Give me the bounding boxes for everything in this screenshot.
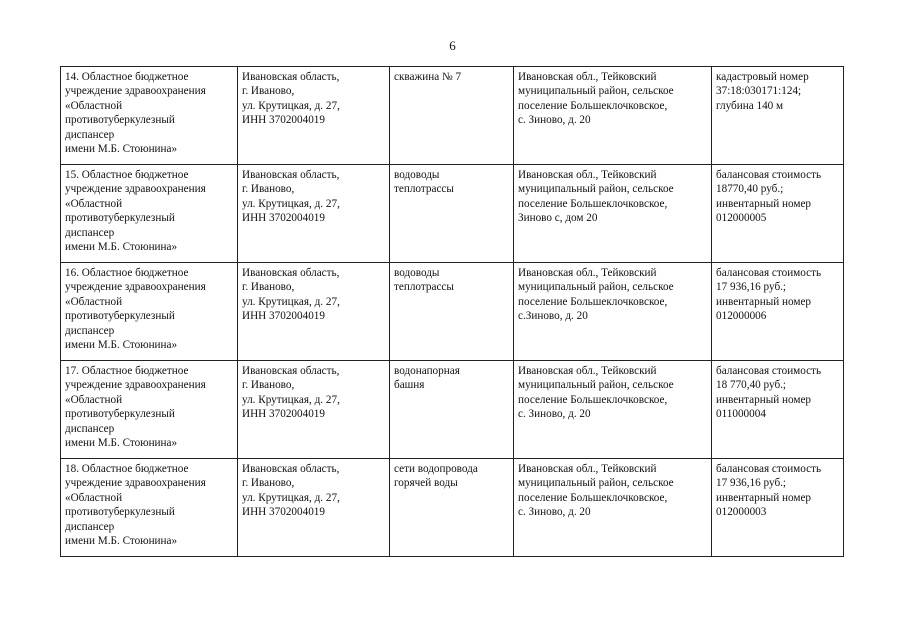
address-cell-line: г. Иваново,: [242, 379, 295, 392]
details-cell-line: 012000003: [716, 506, 767, 519]
location-cell-line: Ивановская обл., Тейковский: [518, 365, 657, 377]
holder-cell-line: имени М.Б. Стоюнина»: [65, 241, 178, 254]
holder-cell-line: учреждение здравоохранения: [65, 85, 206, 98]
holder-cell: [61, 263, 238, 361]
object-cell-line: башня: [394, 379, 425, 392]
location-cell-line: муниципальный район, сельское: [518, 477, 674, 490]
holder-cell-line: учреждение здравоохранения: [65, 281, 206, 294]
holder-cell-line: 14. Областное бюджетное: [65, 71, 189, 83]
address-cell-line: ул. Крутицкая, д. 27,: [242, 197, 340, 210]
address-cell-line: Ивановская область,: [242, 463, 340, 475]
address-cell-line: г. Иваново,: [242, 281, 295, 294]
details-cell-line: 012000005: [716, 212, 767, 225]
details-cell: [712, 263, 844, 361]
object-cell: [390, 165, 514, 263]
details-cell: [712, 67, 844, 165]
location-cell-line: Ивановская обл., Тейковский: [518, 169, 657, 181]
details-cell-line: инвентарный номер: [716, 393, 812, 406]
details-cell-line: 18770,40 руб.;: [716, 183, 784, 196]
object-cell-line: теплотрассы: [394, 281, 454, 294]
details-cell-line: 17 936,16 руб.;: [716, 477, 787, 490]
address-cell-line: Ивановская область,: [242, 365, 340, 377]
holder-cell-line: имени М.Б. Стоюнина»: [65, 143, 178, 156]
holder-cell: [61, 361, 238, 459]
property-table: [60, 66, 844, 557]
holder-cell: [61, 67, 238, 165]
holder-cell-line: 15. Областное бюджетное: [65, 169, 189, 181]
address-cell-line: г. Иваново,: [242, 477, 295, 490]
details-cell: [712, 165, 844, 263]
location-cell-line: с. Зиново, д. 20: [518, 506, 591, 519]
page-number: 6: [449, 38, 456, 53]
holder-cell-line: противотуберкулезный: [65, 212, 175, 225]
holder-cell-line: «Областной: [65, 491, 123, 504]
address-cell: [238, 263, 390, 361]
address-cell-line: ул. Крутицкая, д. 27,: [242, 491, 340, 504]
address-cell-line: ИНН 3702004019: [242, 408, 325, 421]
location-cell-line: поселение Большеклочковское,: [518, 491, 668, 504]
holder-cell-line: диспансер: [65, 226, 115, 239]
location-cell: [514, 67, 712, 165]
location-cell-line: Ивановская обл., Тейковский: [518, 71, 657, 83]
location-cell: [514, 263, 712, 361]
location-cell-line: Зиново с, дом 20: [518, 212, 598, 225]
location-cell-line: поселение Большеклочковское,: [518, 393, 668, 406]
address-cell-line: ул. Крутицкая, д. 27,: [242, 295, 340, 308]
holder-cell-line: 17. Областное бюджетное: [65, 365, 189, 377]
holder-cell-line: диспансер: [65, 422, 115, 435]
location-cell-line: муниципальный район, сельское: [518, 183, 674, 196]
details-cell-line: балансовая стоимость: [716, 365, 822, 377]
address-cell: [238, 361, 390, 459]
object-cell: [390, 361, 514, 459]
location-cell-line: с. Зиново, д. 20: [518, 408, 591, 421]
holder-cell: [61, 165, 238, 263]
object-cell: [390, 67, 514, 165]
address-cell: [238, 165, 390, 263]
details-cell-line: кадастровый номер: [716, 71, 809, 83]
location-cell-line: муниципальный район, сельское: [518, 85, 674, 98]
location-cell: [514, 459, 712, 557]
address-cell-line: Ивановская область,: [242, 71, 340, 83]
location-cell-line: поселение Большеклочковское,: [518, 295, 668, 308]
holder-cell-line: учреждение здравоохранения: [65, 379, 206, 392]
location-cell-line: поселение Большеклочковское,: [518, 197, 668, 210]
object-cell-line: теплотрассы: [394, 183, 454, 196]
details-cell-line: инвентарный номер: [716, 197, 812, 210]
object-cell-line: горячей воды: [394, 477, 458, 490]
holder-cell-line: «Областной: [65, 393, 123, 406]
location-cell-line: Ивановская обл., Тейковский: [518, 267, 657, 279]
holder-cell-line: диспансер: [65, 520, 115, 533]
holder-cell-line: противотуберкулезный: [65, 114, 175, 127]
holder-cell-line: противотуберкулезный: [65, 310, 175, 323]
location-cell-line: поселение Большеклочковское,: [518, 99, 668, 112]
location-cell-line: с.Зиново, д. 20: [518, 310, 588, 323]
address-cell-line: ИНН 3702004019: [242, 310, 325, 323]
address-cell-line: Ивановская область,: [242, 169, 340, 181]
holder-cell-line: имени М.Б. Стоюнина»: [65, 437, 178, 450]
table-row: [61, 67, 844, 165]
location-cell-line: Ивановская обл., Тейковский: [518, 463, 657, 475]
object-cell-line: сети водопровода: [394, 463, 478, 475]
holder-cell-line: 16. Областное бюджетное: [65, 267, 189, 279]
object-cell-line: скважина № 7: [394, 71, 462, 83]
address-cell-line: ИНН 3702004019: [242, 506, 325, 519]
location-cell: [514, 361, 712, 459]
location-cell-line: муниципальный район, сельское: [518, 379, 674, 392]
address-cell-line: ИНН 3702004019: [242, 212, 325, 225]
details-cell-line: балансовая стоимость: [716, 169, 822, 181]
address-cell-line: ул. Крутицкая, д. 27,: [242, 393, 340, 406]
details-cell: [712, 361, 844, 459]
holder-cell-line: 18. Областное бюджетное: [65, 463, 189, 475]
holder-cell-line: имени М.Б. Стоюнина»: [65, 339, 178, 352]
object-cell: [390, 263, 514, 361]
holder-cell-line: учреждение здравоохранения: [65, 183, 206, 196]
holder-cell-line: противотуберкулезный: [65, 408, 175, 421]
table-row: [61, 263, 844, 361]
details-cell-line: инвентарный номер: [716, 295, 812, 308]
details-cell: [712, 459, 844, 557]
holder-cell-line: «Областной: [65, 295, 123, 308]
table-row: [61, 459, 844, 557]
details-cell-line: 011000004: [716, 408, 766, 421]
location-cell: [514, 165, 712, 263]
holder-cell-line: диспансер: [65, 128, 115, 141]
object-cell: [390, 459, 514, 557]
holder-cell-line: имени М.Б. Стоюнина»: [65, 535, 178, 548]
address-cell-line: Ивановская область,: [242, 267, 340, 279]
holder-cell-line: «Областной: [65, 99, 123, 112]
address-cell-line: г. Иваново,: [242, 183, 295, 196]
holder-cell-line: диспансер: [65, 324, 115, 337]
object-cell-line: водонапорная: [394, 365, 460, 377]
address-cell-line: ул. Крутицкая, д. 27,: [242, 99, 340, 112]
address-cell: [238, 459, 390, 557]
table-row: [61, 165, 844, 263]
details-cell-line: балансовая стоимость: [716, 267, 822, 279]
details-cell-line: 17 936,16 руб.;: [716, 281, 787, 294]
address-cell-line: г. Иваново,: [242, 85, 295, 98]
table-row: [61, 361, 844, 459]
details-cell-line: глубина 140 м: [716, 99, 784, 112]
object-cell-line: водоводы: [394, 267, 440, 279]
address-cell-line: ИНН 3702004019: [242, 114, 325, 127]
details-cell-line: 37:18:030171:124;: [716, 85, 802, 98]
property-table-body: [61, 67, 844, 557]
details-cell-line: инвентарный номер: [716, 491, 812, 504]
object-cell-line: водоводы: [394, 169, 440, 181]
details-cell-line: балансовая стоимость: [716, 463, 822, 475]
address-cell: [238, 67, 390, 165]
details-cell-line: 012000006: [716, 310, 767, 323]
holder-cell-line: «Областной: [65, 197, 123, 210]
holder-cell-line: учреждение здравоохранения: [65, 477, 206, 490]
details-cell-line: 18 770,40 руб.;: [716, 379, 787, 392]
holder-cell: [61, 459, 238, 557]
location-cell-line: муниципальный район, сельское: [518, 281, 674, 294]
location-cell-line: с. Зиново, д. 20: [518, 114, 591, 127]
holder-cell-line: противотуберкулезный: [65, 506, 175, 519]
